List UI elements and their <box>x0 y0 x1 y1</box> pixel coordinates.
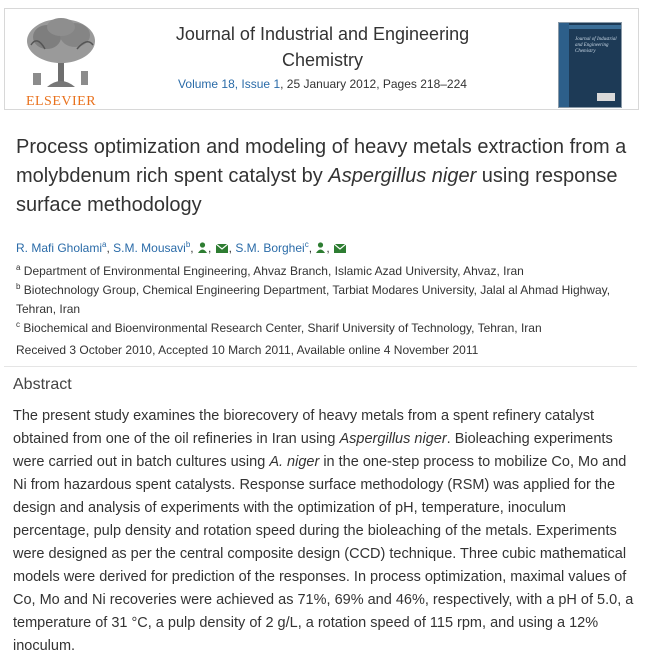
abstract-text <box>13 405 638 658</box>
page-range: , Pages 218–224 <box>376 77 467 91</box>
author-name-2[interactable]: S.M. Mousavi <box>113 241 186 255</box>
author-separator: , <box>190 241 197 255</box>
affiliation-text: Biotechnology Group, Chemical Engineering Department, Tarbiat Modares University, Jalal al Ahmad Highway, Tehran, Iran <box>16 283 611 316</box>
abstract-part-1: The present study examines the biorecovery of heavy metals from a spent refinery catalyst obtained from one of the oil refineries in Iran using <box>13 408 595 447</box>
issue-date: , 25 January 2012 <box>280 77 377 91</box>
affiliation-c <box>16 315 631 338</box>
journal-header <box>4 8 639 110</box>
elsevier-logo[interactable] <box>17 15 105 109</box>
abstract-part-2: . Bioleaching experiments were carried out in batch cultures using <box>13 431 613 470</box>
cover-title: Journal of Industrial and Engineering Chemistry <box>575 37 617 54</box>
title-italic-species: Aspergillus niger <box>328 165 477 187</box>
affiliation-text: Biochemical and Bioenvironmental Research Center, Sharif University of Technology, Tehran, Iran <box>23 321 542 335</box>
abstract-heading: Abstract <box>13 376 72 393</box>
issue-info <box>125 77 520 91</box>
affiliation-b <box>16 277 631 319</box>
journal-title-line2[interactable]: Chemistry <box>281 50 363 70</box>
article-history: Received 3 October 2010, Accepted 10 March 2011, Available online 4 November 2011 <box>16 343 479 357</box>
title-part-1: Process optimization and modeling of heavy metals extraction from a molybdenum rich spent catalyst by <box>16 136 627 187</box>
author-separator: , <box>228 241 236 255</box>
person-icon[interactable] <box>198 242 207 256</box>
author-name-3[interactable]: S.M. Borghei <box>235 241 305 255</box>
cover-strip <box>559 23 569 107</box>
journal-title-link[interactable] <box>125 21 520 73</box>
icon-separator: , <box>207 241 215 255</box>
abstract-part-3: in the one-step process to mobilize Co, Mo and Ni from hazardous spent catalysts. Response surface methodology (RSM) was applied for the design and analysis of experiments with the optimization of pH, temperature, inoculum percentage, pulp density and rotation speed during the bioleaching of the metals. Experiments were designed as per the central composite design (CCD) technique. Three cubic mathematical models were derived for prediction of the responses. In process optimization, maximal values of Co, Mo and Ni recoveries were achieved as 71%, 69% and 46%, respectively, with a pH of 5.0, a temperature of 31 °C, a pulp density of 2 g/L, a rotation speed of 115 rpm, and using a 12% inoculum. <box>13 454 634 654</box>
author-separator: , <box>106 241 114 255</box>
author-sup-3[interactable]: c <box>304 240 309 249</box>
icon-separator: , <box>326 241 334 255</box>
section-divider <box>4 366 637 367</box>
author-name-1[interactable]: R. Mafi Gholami <box>16 241 103 255</box>
abstract-italic-2: A. niger <box>269 454 320 470</box>
affiliation-sup: a <box>16 263 21 272</box>
journal-title-line1[interactable]: Journal of Industrial and Engineering <box>175 24 470 44</box>
affiliation-text: Department of Environmental Engineering, Ahvaz Branch, Islamic Azad University, Ahvaz, Iran <box>23 264 524 278</box>
volume-issue-link[interactable]: Volume 18, Issue 1 <box>178 77 281 91</box>
author-sup-2[interactable]: b <box>185 240 191 249</box>
author-separator: , <box>308 241 316 255</box>
mail-icon[interactable] <box>334 242 346 256</box>
affiliation-sup: b <box>16 282 21 291</box>
affiliation-sup: c <box>16 320 20 329</box>
cover-badge <box>597 93 615 101</box>
person-icon[interactable] <box>316 242 325 256</box>
abstract-italic-1: Aspergillus niger <box>339 431 447 447</box>
publisher-name: ELSEVIER <box>25 94 97 109</box>
author-sup-1[interactable]: a <box>102 240 107 249</box>
journal-info <box>125 21 520 91</box>
article-title <box>16 133 636 220</box>
tree-icon <box>17 15 105 91</box>
mail-icon[interactable] <box>216 242 228 256</box>
title-part-2: using response surface methodology <box>16 165 618 216</box>
journal-cover-image[interactable] <box>558 22 622 108</box>
author-list <box>16 240 347 256</box>
